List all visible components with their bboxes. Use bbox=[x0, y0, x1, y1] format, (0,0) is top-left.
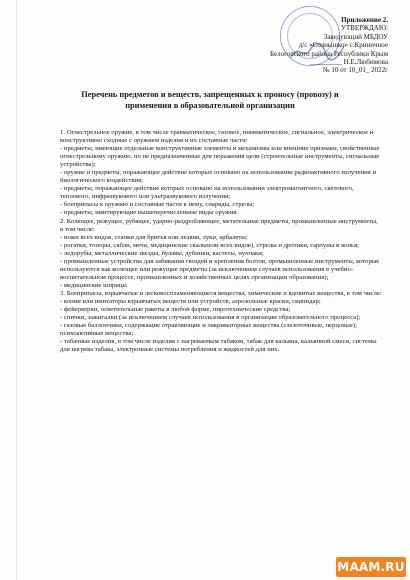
page-edge bbox=[16, 0, 17, 580]
document-title bbox=[40, 90, 380, 111]
paragraph: - фейерверки, осветительные ракеты в любой форме, пиротехнические средства; bbox=[60, 306, 291, 314]
paragraph: 1. Огнестрельное оружие, в том числе травматическое, газовое, пневматическое, сигнальное, электрическое и конструктивно сходные с оружием изделия и их составные части: bbox=[60, 129, 374, 145]
approve-label: УТВЕРЖДАЮ: bbox=[340, 24, 388, 33]
title-line: Перечень предметов и веществ, запрещенных к проносу (провозу) и bbox=[81, 90, 339, 99]
paragraph: - спички, зажигалки (за исключением случаев использования в организации образовательного процесса); bbox=[60, 314, 361, 322]
paragraph: - ножи всех видов, станки для бритья или лезвия, луки, арбалеты; bbox=[60, 233, 248, 241]
paragraph: 3. Боеприпасы, взрывчатые и легковоспламеняющиеся вещества, химические и ядовитые вещества, в том числе: bbox=[60, 289, 382, 297]
paragraph: - боеприпасы к оружию и составные части к нему, снаряды, стрелы; bbox=[60, 201, 255, 209]
institution-name: д/с «Солнышко» с.Криничное bbox=[298, 41, 388, 50]
district-name: Белогорского района Республики Крым bbox=[269, 49, 388, 58]
director-signature-line: _________ Н.Е.Любимова bbox=[310, 58, 388, 67]
order-number: № 10 от 10_01_ 2022г bbox=[322, 66, 388, 75]
paragraph: - копии или имитаторы взрывчатых веществ или устройств, аэрозольные краски, скипидар; bbox=[60, 297, 321, 305]
maam-logo[interactable]: MAAM.RU bbox=[336, 557, 406, 577]
paragraph: - оружие и предметы, поражающее действие которых основано на использовании радиоактивного излучения и биологического воздействия; bbox=[60, 169, 377, 185]
paragraph: - промышленные устройства для забивания гвоздей и крепления болтов, промышленные инструменты, которые используются как колющее или режущие предметы (за исключением случаев использования в учебно- воспитательном процессе, промышленных и хозяйственных целях организации образования); bbox=[60, 257, 380, 281]
appendix-label: Приложение 2. bbox=[341, 16, 388, 24]
approval-block bbox=[198, 16, 388, 75]
paragraph: - предметы, имитирующие вышеперечисленные виды оружия. bbox=[60, 209, 238, 217]
paragraph: - предметы, поражающее действие которых основано на использовании электромагнитного, светового, теплового, инфразвукового или ультразвукового излучения; bbox=[60, 185, 354, 201]
paragraph: - газовые баллончики, содержащие отравляющие и лакриматорные вещества (слезоточивые, перцовые); психоактивные вещества; bbox=[60, 322, 357, 338]
head-position: Заведующий МБДОУ bbox=[323, 32, 388, 41]
paragraph: 2. Колющее, режущее, рубящее, ударно-раздробляющее, метательные предметы, промышленные инструменты, в том числе: bbox=[60, 217, 378, 233]
paragraph: - ледорубы, металлические звезды, булавы, дубинки, кастеты, нунчаки; bbox=[60, 249, 264, 257]
paragraph: - табачные изделия, в том числе изделия с нагреваемым табаком, табак для кальяна, кальянной смеси, системы для нагрева табака, электронные системы потребления и жидкостей для них. bbox=[60, 338, 377, 354]
paragraph: - медицинские шприцы bbox=[60, 281, 127, 289]
document-body bbox=[60, 129, 382, 354]
paragraph: - предметы, имеющие отдельные конструктивные элементы и механизмы или внешние признаки, свойственные огнестрельному оружию, но не предназначенные для поражения цели (строительные инструменты, сигнальные устройства); bbox=[60, 145, 380, 169]
paragraph: - рогатки, топоры, сабли, мечи, медицинские скальпели всех видов), стрелы и дротики, гарпуны и копья; bbox=[60, 241, 360, 249]
title-line: применения в образовательной организации bbox=[125, 100, 295, 110]
